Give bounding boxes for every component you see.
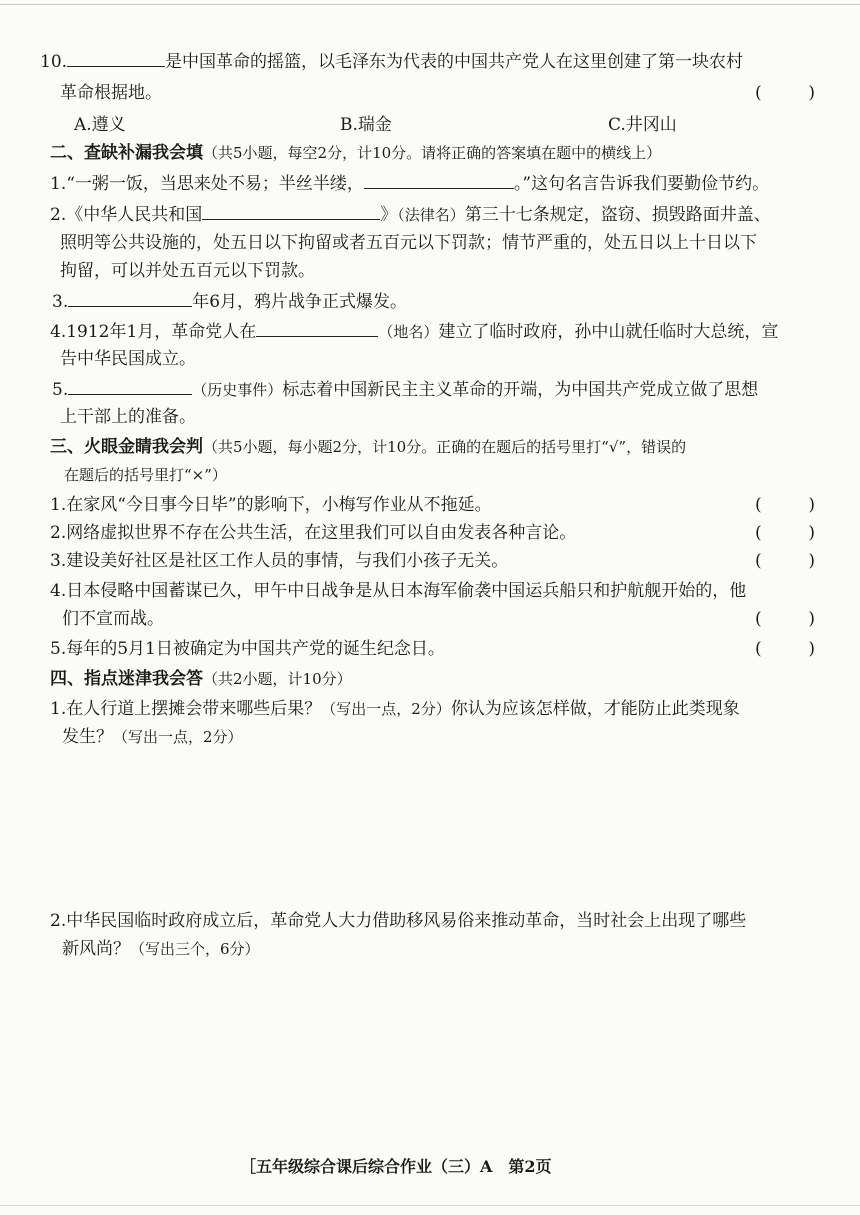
s2-q1-blank[interactable] — [364, 172, 514, 189]
q10-option-b: B.瑞金 — [340, 115, 392, 135]
q10-number: 10. — [40, 52, 68, 72]
section3-note2: 在题后的括号里打“×”） — [64, 466, 227, 484]
s4-q1-line1 — [50, 698, 740, 720]
s2-q4-pre: 4.1912年1月，革命党人在 — [50, 322, 257, 342]
s4-q2-line2-text: 新风尚？ — [62, 939, 130, 959]
s2-q3 — [52, 290, 407, 313]
s3-item3-paren[interactable]: ( ) — [755, 551, 815, 571]
q10-line1 — [40, 50, 743, 73]
section2-header — [50, 142, 661, 164]
q10-blank[interactable] — [67, 50, 165, 67]
s2-q5-pre: 5. — [52, 380, 69, 400]
q10-option-a: A.遵义 — [74, 115, 126, 135]
scan-bottom-edge — [0, 1205, 860, 1206]
s3-item5: 5.每年的5月1日被确定为中国共产党的诞生纪念日。 — [50, 639, 445, 659]
s2-q5-blank[interactable] — [68, 378, 192, 395]
s4-q1-mid: 你认为应该怎样做，才能防止此类现象 — [450, 699, 740, 719]
s4-q1-line2-text: 发生？ — [62, 727, 113, 747]
q10-line2: 革命根据地。 — [60, 83, 162, 103]
section4-title: 四、指点迷津我会答 — [50, 669, 203, 689]
section2-title: 二、查缺补漏我会填 — [50, 143, 203, 163]
s3-item4-paren[interactable]: ( ) — [755, 609, 815, 629]
s3-item4-line2: 们不宣而战。 — [62, 609, 164, 629]
s2-q4-blank[interactable] — [256, 320, 378, 337]
s2-q3-blank[interactable] — [68, 290, 192, 307]
section4-header — [50, 668, 352, 690]
s2-q2-line3: 拘留，可以并处五百元以下罚款。 — [60, 261, 315, 281]
s2-q5-line2: 上干部上的准备。 — [60, 407, 196, 427]
s2-q2-note: （法律名） — [397, 206, 465, 224]
s2-q2-rest: 第三十七条规定，盗窃、损毁路面井盖、 — [464, 205, 771, 225]
s2-q5-line1 — [52, 378, 758, 401]
section3-title: 三、火眼金睛我会判 — [50, 437, 203, 457]
s2-q5-note: （历史事件） — [192, 381, 283, 399]
s2-q4-line1 — [50, 320, 778, 343]
s2-q2-line2: 照明等公共设施的，处五日以下拘留或者五百元以下罚款；情节严重的，处五日以上十日以下 — [60, 233, 757, 253]
s2-q2-post: 》 — [380, 205, 398, 225]
section3-note1: （共5小题，每小题2分，计10分。正确的在题后的括号里打“√”，错误的 — [203, 438, 687, 456]
page-footer: ［五年级综合课后综合作业（三）A 第2页 — [240, 1157, 552, 1176]
s3-item1: 1.在家风“今日事今日毕”的影响下，小梅写作业从不拖延。 — [50, 495, 492, 515]
s4-q1-line2 — [62, 726, 243, 748]
s4-q1-note1: （写出一点，2分） — [321, 700, 451, 718]
s2-q4-note: （地名） — [378, 323, 439, 341]
s4-q2-line2 — [62, 938, 260, 960]
s4-q1-answer-area[interactable] — [50, 760, 810, 890]
s2-q1 — [50, 172, 769, 195]
s2-q2-blank[interactable] — [202, 203, 380, 220]
q10-text1: 是中国革命的摇篮，以毛泽东为代表的中国共产党人在这里创建了第一块农村 — [165, 52, 744, 72]
s4-q1-text: 1.在人行道上摆摊会带来哪些后果？ — [50, 699, 322, 719]
q10-answer-paren[interactable]: ( ) — [755, 83, 815, 103]
s2-q3-pre: 3. — [52, 292, 69, 312]
section4-note: （共2小题，计10分） — [203, 670, 352, 688]
s2-q1-pre: 1.“一粥一饭，当思来处不易；半丝半缕， — [50, 174, 364, 194]
s3-item4: 4.日本侵略中国蓄谋已久，甲午中日战争是从日本海军偷袭中国运兵船只和护航舰开始的，他 — [50, 581, 747, 601]
s4-q2-line1: 2.中华民国临时政府成立后，革命党人大力借助移风易俗来推动革命，当时社会上出现了哪些 — [50, 911, 747, 931]
s3-item3: 3.建设美好社区是社区工作人员的事情，与我们小孩子无关。 — [50, 551, 509, 571]
s2-q1-post: 。”这句名言告诉我们要勤俭节约。 — [513, 174, 770, 194]
section2-note: （共5小题，每空2分，计10分。请将正确的答案填在题中的横线上） — [203, 144, 662, 162]
s2-q2-line1 — [50, 203, 771, 226]
s4-q2-note: （写出三个，6分） — [130, 940, 260, 958]
s2-q4-post: 建立了临时政府，孙中山就任临时大总统，宣 — [438, 322, 779, 342]
s2-q3-post: 年6月，鸦片战争正式爆发。 — [192, 292, 408, 312]
s4-q1-note2: （写出一点，2分） — [113, 728, 243, 746]
s4-q2-answer-area[interactable] — [50, 975, 810, 1135]
s3-item2-paren[interactable]: ( ) — [755, 523, 815, 543]
s2-q4-line2: 告中华民国成立。 — [60, 349, 196, 369]
s3-item5-paren[interactable]: ( ) — [755, 639, 815, 659]
s2-q5-post: 标志着中国新民主主义革命的开端，为中国共产党成立做了思想 — [282, 380, 759, 400]
section3-header — [50, 436, 686, 458]
q10-option-c: C.井冈山 — [608, 115, 677, 135]
scan-edge-line — [0, 4, 860, 5]
s3-item1-paren[interactable]: ( ) — [755, 495, 815, 515]
s3-item2: 2.网络虚拟世界不存在公共生活，在这里我们可以自由发表各种言论。 — [50, 523, 577, 543]
s2-q2-pre: 2.《中华人民共和国 — [50, 205, 203, 225]
